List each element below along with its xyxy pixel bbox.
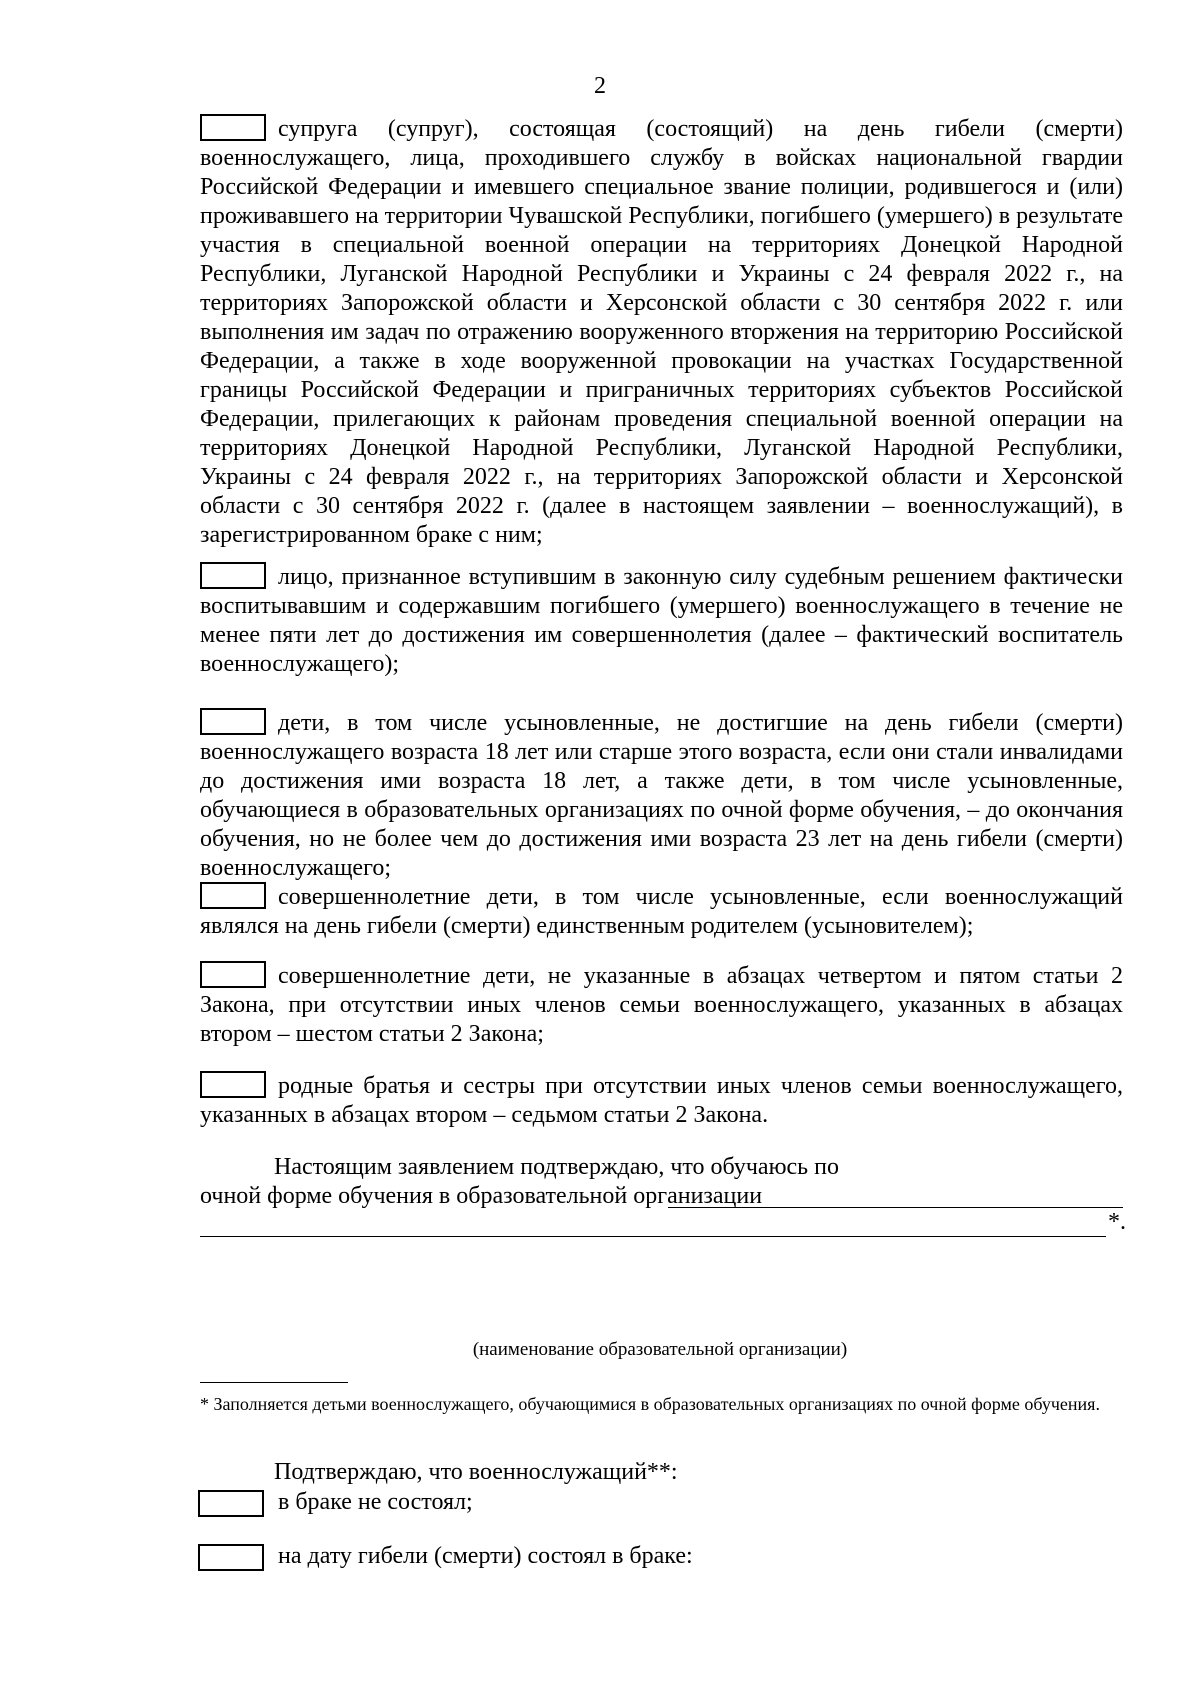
checkbox-adult-children-other[interactable] xyxy=(200,961,266,988)
checkbox-siblings[interactable] xyxy=(200,1071,266,1098)
page-number: 2 xyxy=(594,73,606,99)
checkbox-foster-parent[interactable] xyxy=(200,562,266,589)
option-foster-parent-text: лицо, признанное вступившим в законную силу судебным решением фактически воспитывавшим и содержавшим погибшего (умершего) военнослужащего в течение не менее пяти лет до достижения им совершеннолетия (далее – фактический воспитатель военнослужащего); xyxy=(200,564,1123,677)
checkbox-married[interactable] xyxy=(198,1544,264,1571)
option-siblings-text: родные братья и сестры при отсутствии иных членов семьи военнослужащего, указанных в абзацах втором – седьмом статьи 2 Закона. xyxy=(200,1073,1123,1128)
footnote: * Заполняется детьми военнослужащего, обучающимися в образовательных организациях по очной форме обучения. xyxy=(200,1394,1100,1414)
org-name-field-line-2[interactable] xyxy=(200,1236,1106,1237)
checkbox-minor-children[interactable] xyxy=(200,708,266,735)
option-minor-children xyxy=(200,708,1123,883)
option-spouse-text: супруга (супруг), состоящая (состоящий) на день гибели (смерти) военнослужащего, лица, проходившего службу в войсках национальной гвардии Российской Федерации и имевшего специальное звание полиции, родившегося и (или) проживавшего на территории Чувашской Республики, погибшего (умершего) в результате участия в специальной военной операции на территориях Донецкой Народной Республики, Луганской Народной Республики и Украины с 24 февраля 2022 г., на территориях Запорожской области и Херсонской области с 30 сентября 2022 г. или выполнения им задач по отражению вооруженного вторжения на территорию Российской Федерации, а также в ходе вооруженной провокации на участках Государственной границы Российской Федерации и приграничных территориях субъектов Российской Федерации, прилегающих к районам проведения специальной военной операции на территориях Донецкой Народной Республики, Луганской Народной Республики, Украины с 24 февраля 2022 г., на территориях Запорожской области и Херсонской области с 30 сентября 2022 г. (далее в настоящем заявлении – военнослужащий), в зарегистрированном браке с ним; xyxy=(200,116,1123,548)
study-asterisk: *. xyxy=(1108,1209,1126,1235)
option-married-text: на дату гибели (смерти) состоял в браке: xyxy=(278,1543,693,1569)
option-adult-children-other-text: совершеннолетние дети, не указанные в абзацах четвертом и пятом статьи 2 Закона, при отсутствии иных членов семьи военнослужащего, указанных в абзацах втором – шестом статьи 2 Закона; xyxy=(200,963,1123,1047)
footnote-separator xyxy=(200,1382,348,1383)
option-adult-children-other xyxy=(200,961,1123,1049)
option-siblings xyxy=(200,1071,1123,1130)
option-minor-children-text: дети, в том числе усыновленные, не достигшие на день гибели (смерти) военнослужащего возраста 18 лет или старше этого возраста, если они стали инвалидами до достижения ими возраста 18 лет, а также дети, в том числе усыновленные, обучающиеся в образовательных организациях по очной форме обучения, – до окончания обучения, но не более чем до достижения ими возраста 23 лет на день гибели (смерти) военнослужащего; xyxy=(200,710,1123,881)
org-name-caption: (наименование образовательной организации) xyxy=(472,1339,848,1360)
checkbox-not-married[interactable] xyxy=(198,1490,264,1517)
option-adult-children-single-parent-text: совершеннолетние дети, в том числе усыновленные, если военнослужащий являлся на день гибели (смерти) единственным родителем (усыновителем); xyxy=(200,884,1123,939)
study-statement: Настоящим заявлением подтверждаю, что обучаюсь по очной форме обучения в образовательной организации xyxy=(200,1154,839,1209)
org-name-field-line-1[interactable] xyxy=(668,1207,1123,1208)
option-foster-parent xyxy=(200,562,1123,679)
checkbox-adult-children-single-parent[interactable] xyxy=(200,882,266,909)
confirm-heading: Подтверждаю, что военнослужащий**: xyxy=(274,1459,678,1485)
option-not-married-text: в браке не состоял; xyxy=(278,1489,473,1515)
option-spouse xyxy=(200,114,1123,550)
option-adult-children-single-parent xyxy=(200,882,1123,941)
checkbox-spouse[interactable] xyxy=(200,114,266,141)
